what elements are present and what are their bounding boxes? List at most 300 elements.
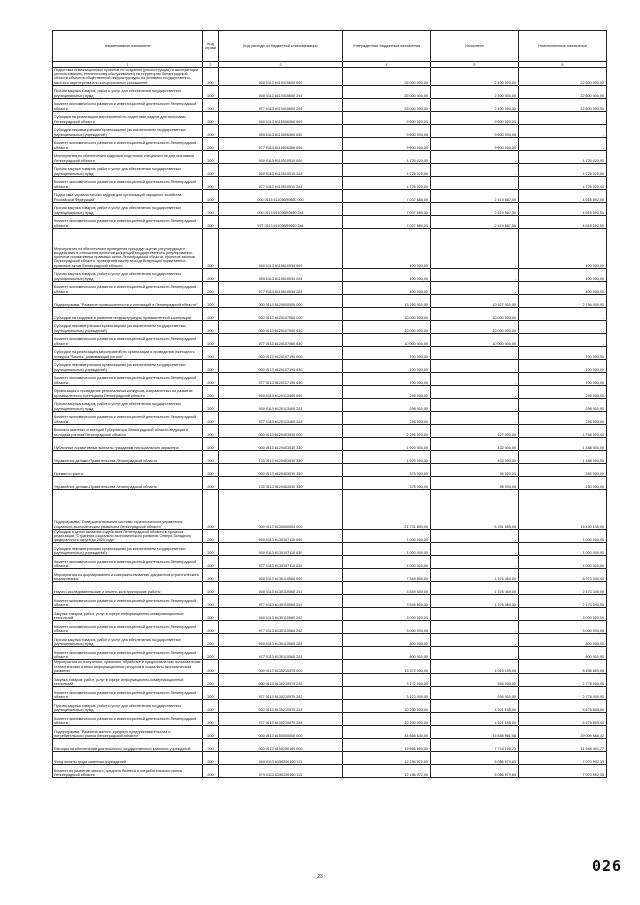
cell-name: Прочая закупка товаров, работ и услуг для обеспечения государственных (муниципальных) нужд [53,634,203,647]
cell-line-code: 200 [203,437,219,450]
cell-name: Подпрограмма "Развитие малого, среднего предпринимательства и потребительского рынка Ленинградской области" [53,726,203,739]
cell-name: Субсидии в целях оказания содействия Ленинградской области в процессе реализации "Стратегии социально-экономического развития Северо-Западного федерального округа до 2020 года" [53,529,203,543]
cell-approved: 298 000,00 [343,385,431,398]
cell-executed: 4 915 195,00 [431,660,519,674]
cell-budget-code: 977 0113 6130210570 242 [219,687,343,700]
table-row [53,150,607,163]
cell-line-code: 200 [203,202,219,215]
cell-unexecuted: 2 778 000,00 [519,674,607,687]
cell-approved: 12 156 972,00 [343,752,431,765]
budget-expenditure-table [52,30,607,778]
cell-line-code: 200 [203,489,219,529]
cell-executed: - [431,372,519,385]
cell-unexecuted: 29 009 668,42 [519,726,607,739]
cell-unexecuted: 15 430 145,00 [519,489,607,529]
cell-executed: - [431,621,519,634]
cell-approved: 10 000 000,00 [343,333,431,346]
cell-approved: 7 037 680,00 [343,202,431,215]
cell-name: Субсидии некоммерческим организациям (за исключением государственных (муниципальных) учреждений) [53,543,203,556]
cell-line-code: 200 [203,660,219,674]
cell-approved: 9 600 000,00 [343,111,431,124]
cell-budget-code: 133 0113 6120403030 330 [219,450,343,463]
table-row [53,346,607,359]
cell-approved: 3 000 000,00 [343,608,431,621]
cell-budget-code: 000 0113 6110506360 630 [219,124,343,137]
cell-line-code: 200 [203,176,219,189]
cell-executed: - [431,281,519,294]
cell-executed: 15 658 961,58 [431,726,519,739]
cell-line-code: 200 [203,68,219,86]
cell-budget-code: 977 0113 6110415600 244 [219,98,343,111]
cell-unexecuted: 1 768 000,00 [519,424,607,437]
cell-approved: 9 600 000,00 [343,124,431,137]
cell-approved: 375 000,00 [343,463,431,476]
cell-executed: 1 376 460,00 [431,595,519,608]
cell-name: Прочая закупка товаров, работ и услуг для обеспечения государственных (муниципальных) нужд [53,700,203,713]
cell-executed: 10 527 000,00 [431,294,519,307]
table-row [53,595,607,608]
cell-unexecuted: 1 000 000,00 [519,556,607,569]
table-row [53,398,607,411]
cell-approved: 7 349 800,00 [343,569,431,582]
cell-unexecuted: 800 000,00 [519,647,607,660]
cell-approved: 2 295 000,00 [343,424,431,437]
cell-unexecuted: 7 070 992,35 [519,765,607,778]
cell-budget-code: 977 0113 6110610530 244 [219,281,343,294]
header-executed: Исполнено [431,31,519,62]
cell-unexecuted: 1 488 000,00 [519,437,607,450]
cell-unexecuted: 280 000,00 [519,463,607,476]
cell-line-code: 200 [203,726,219,739]
table-row [53,765,607,778]
cell-name: Комитет экономического развития и инвестиционной деятельности Ленинградской области [53,281,203,294]
cell-executed: 1 376 460,00 [431,582,519,595]
cell-executed: - [431,359,519,372]
table-row [53,215,607,228]
cell-unexecuted: 3 000 000,00 [519,608,607,621]
cell-executed: 10 000 000,00 [431,307,519,320]
cell-unexecuted: - [519,124,607,137]
cell-executed: 5 086 979,65 [431,765,519,778]
cell-name: Мероприятия по обеспечению проведения процедур оценки регулирующего воздействия в отношении проектов концепций государственного регулирования, проектов нормативных правовых актов Ленинградской области, проектов законов Ленинградской области, проведения экспертизы действующих нормативных правовых актов Ленинградской области [53,228,203,268]
cell-executed: 2 400 000,00 [431,98,519,111]
cell-executed: 2 419 587,50 [431,189,519,202]
cell-executed: - [431,411,519,424]
cell-approved: 375 000,00 [343,476,431,489]
cell-executed: - [431,176,519,189]
cell-approved: 800 000,00 [343,634,431,647]
cell-name: Комитет по развитию малого, среднего бизнеса и потребительского рынка Ленинградской области [53,765,203,778]
cell-approved: 1 000 000,00 [343,543,431,556]
cell-approved: 4 725 020,00 [343,163,431,176]
table-row [53,543,607,556]
cell-line-code: 200 [203,320,219,333]
table-header-row [53,31,607,62]
cell-name: Субсидии на создание и развитие инфраструктуры промышленной кооперации [53,307,203,320]
cell-executed: - [431,268,519,281]
cell-unexecuted: 4 618 092,50 [519,189,607,202]
cell-budget-code: 000 0113 6130107110 630 [219,543,343,556]
cell-unexecuted: 22 600 000,00 [519,68,607,86]
cell-executed: 5 086 979,65 [431,752,519,765]
cell-unexecuted: 4 725 020,00 [519,163,607,176]
table-row [53,674,607,687]
cell-name: Публичные нормативные выплаты гражданам несоциального характера [53,437,203,450]
cell-approved: 700 000,00 [343,346,431,359]
cell-budget-code: 977 0113 6130210570 244 [219,713,343,726]
cell-executed: 2 419 587,50 [431,215,519,228]
cell-line-code: 200 [203,228,219,268]
cell-line-code: 200 [203,411,219,424]
cell-name: Комитет экономического развития и инвестиционной деятельности Ленинградской области [53,176,203,189]
table-row [53,489,607,529]
cell-name: Субсидия на реализацию мероприятий по подготовке кадров для экономики Ленинградской области [53,111,203,124]
cell-unexecuted: 298 000,00 [519,398,607,411]
cell-approved: 298 000,00 [343,398,431,411]
column-number: 2 [203,62,219,68]
cell-line-code: 200 [203,424,219,437]
table-row [53,424,607,437]
cell-executed: - [431,228,519,268]
column-number: 5 [431,62,519,68]
cell-approved: 44 668 630,00 [343,726,431,739]
table-row [53,281,607,294]
cell-approved: 4 725 020,00 [343,150,431,163]
cell-line-code: 200 [203,608,219,621]
cell-line-code: 200 [203,569,219,582]
column-number: 4 [343,62,431,68]
cell-executed: - [431,398,519,411]
cell-approved: 7 037 680,00 [343,189,431,202]
table-row [53,85,607,98]
cell-approved: 10 200 000,00 [343,713,431,726]
table-row [53,202,607,215]
table-body [53,68,607,778]
cell-name: Управление делами Правительства Ленинградской области [53,450,203,463]
table-row [53,437,607,450]
cell-budget-code: 000 0113 6120107060 630 [219,320,343,333]
cell-unexecuted: 1 000 000,00 [519,529,607,543]
table-row [53,372,607,385]
table-row [53,359,607,372]
cell-line-code: 200 [203,189,219,202]
table-row [53,569,607,582]
cell-budget-code: 000 0113 6130107110 000 [219,529,343,543]
cell-unexecuted: 8 456 805,00 [519,660,607,674]
budget-report-sheet [52,30,606,778]
table-row [53,333,607,346]
cell-line-code: 200 [203,98,219,111]
cell-unexecuted: 5 678 805,00 [519,700,607,713]
cell-budget-code: 000 0113 6120107060 000 [219,307,343,320]
table-row [53,529,607,543]
table-row [53,137,607,150]
table-row [53,608,607,621]
table-row [53,124,607,137]
cell-executed: 7 718 108,23 [431,739,519,752]
cell-budget-code: 000 0113 6130110560 000 [219,569,343,582]
cell-approved: 400 000,00 [343,268,431,281]
cell-approved: 1 920 000,00 [343,450,431,463]
cell-name: Комитет экономического развития и инвестиционной деятельности Ленинградской области [53,713,203,726]
cell-name: Расходы на обеспечение деятельности государственных казенных учреждений [53,739,203,752]
cell-executed: - [431,556,519,569]
cell-budget-code: 000 0113 611056R0660 000 [219,189,343,202]
table-row [53,634,607,647]
cell-approved: 3 172 000,00 [343,674,431,687]
cell-executed: - [431,346,519,359]
cell-approved: 400 000,00 [343,228,431,268]
cell-executed: - [431,634,519,647]
cell-executed: 4 521 195,00 [431,700,519,713]
cell-approved: 7 037 680,00 [343,215,431,228]
cell-budget-code: 000 0113 6120000000 000 [219,294,343,307]
cell-name: Мероприятия по формированию и совершенствованию документов стратегического планирования [53,569,203,582]
cell-budget-code: 000 0113 6150000000 000 [219,726,343,739]
cell-unexecuted: - [519,137,607,150]
cell-name: Комитет экономического развития и инвестиционной деятельности Ленинградской области [53,98,203,111]
column-number: 6 [519,62,607,68]
table-row [53,582,607,595]
cell-line-code: 200 [203,294,219,307]
cell-executed: - [431,529,519,543]
table-row [53,476,607,489]
cell-executed: - [431,385,519,398]
table-row [53,294,607,307]
cell-line-code: 200 [203,556,219,569]
cell-unexecuted: 4 618 092,50 [519,215,607,228]
table-row [53,320,607,333]
cell-approved: 9 600 000,00 [343,137,431,150]
cell-name: Подпрограмма "Развитие промышленности и инноваций в Ленинградской области" [53,294,203,307]
table-row [53,163,607,176]
table-row [53,726,607,739]
cell-name: Комитет экономического развития и инвестиционной деятельности Ленинградской области [53,333,203,346]
cell-line-code: 200 [203,476,219,489]
cell-unexecuted: - [519,333,607,346]
cell-name: Комитет экономического развития и инвестиционной деятельности Ленинградской области [53,411,203,424]
cell-budget-code: 000 0113 6130210570 242 [219,674,343,687]
cell-name: Подготовка инвестиционных проектов по созданию (реконструкции) и эксплуатации (использованию, техническому обслуживанию) на территории Ленинградской области объектов общественной инфраструктуры на условиях государственно-частного партнерства или концессионных соглашений [53,68,203,86]
cell-approved: 3 549 800,00 [343,582,431,595]
cell-name: Фонд оплаты труда казенных учреждений [53,752,203,765]
cell-unexecuted: - [519,111,607,124]
cell-line-code: 200 [203,450,219,463]
cell-executed: 10 000 000,00 [431,333,519,346]
cell-budget-code: 977 0113 6120113460 244 [219,411,343,424]
cell-executed: 2 400 000,00 [431,85,519,98]
cell-unexecuted: 22 600 000,00 [519,98,607,111]
cell-line-code: 200 [203,621,219,634]
table-row [53,700,607,713]
cell-line-code: 200 [203,346,219,359]
cell-name: Субсидии некоммерческим организациям (за исключением государственных (муниципальных) учреждений) [53,320,203,333]
cell-name: Прочая закупка товаров, работ и услуг для обеспечения государственных (муниципальных) нужд [53,85,203,98]
cell-budget-code: 000 0113 611056R0660 244 [219,202,343,215]
cell-budget-code: 977 0113 6130107110 630 [219,556,343,569]
header-approved: Утвержденные бюджетные назначения [343,31,431,62]
cell-name: Прочая закупка товаров, работ и услуг для обеспечения государственных (муниципальных) нужд [53,268,203,281]
cell-executed: 95 000,00 [431,463,519,476]
cell-line-code: 200 [203,398,219,411]
cell-unexecuted: 7 070 992,35 [519,752,607,765]
cell-name: Научно-исследовательские и опытно-конструкторские работы [53,582,203,595]
cell-name: Прочая закупка товаров, работ и услуг для обеспечения государственных (муниципальных) нужд [53,163,203,176]
cell-executed: 2 419 587,50 [431,202,519,215]
cell-name: Субсидии некоммерческим организациям (за исключением государственных (муниципальных) учреждений) [53,124,203,137]
header-budget-code: Код расхода по бюджетной классификации [219,31,343,62]
cell-budget-code: 000 0113 6110610530 244 [219,268,343,281]
cell-unexecuted: 2 778 000,00 [519,687,607,700]
cell-name: Закупка товаров, работ, услуг в сфере информационно-коммуникационных технологий [53,608,203,621]
cell-approved: 4 725 020,00 [343,176,431,189]
cell-line-code: 200 [203,372,219,385]
cell-budget-code: 000 0113 6150200160 111 [219,752,343,765]
cell-unexecuted: 22 600 000,00 [519,85,607,98]
table-row [53,556,607,569]
cell-line-code: 200 [203,674,219,687]
header-line-code: Код строки [203,31,219,62]
cell-name: Подготовка управленческих кадров для организаций народного хозяйства Российской Федерации [53,189,203,202]
cell-name: Подпрограмма "Совершенствование системы стратегического управления социально-экономическим развитием Ленинградской области" [53,489,203,529]
cell-line-code: 200 [203,595,219,608]
cell-unexecuted: 298 000,00 [519,411,607,424]
cell-unexecuted: 400 000,00 [519,268,607,281]
column-number: 1 [53,62,203,68]
cell-approved: 21 721 800,00 [343,489,431,529]
cell-approved: 400 000,00 [343,281,431,294]
header-name: Наименование показателя [53,31,203,62]
cell-budget-code: 977 0113 6120107060 630 [219,333,343,346]
cell-executed: 10 000 000,00 [431,320,519,333]
cell-unexecuted: 4 618 092,50 [519,202,607,215]
cell-approved: 13 372 000,00 [343,660,431,674]
cell-executed: - [431,163,519,176]
cell-unexecuted: 1 488 000,00 [519,450,607,463]
cell-budget-code: 133 0113 6120403030 350 [219,476,343,489]
cell-name: Мероприятия по получению, хранению, обработке и предоставлению пользователям статистических и иных информационных ресурсов в социально-экономическом развитии [53,660,203,674]
cell-unexecuted: 400 000,00 [519,228,607,268]
cell-budget-code: 000 0113 6120403030 330 [219,437,343,450]
cell-approved: 3 549 800,00 [343,595,431,608]
table-row [53,111,607,124]
cell-name: Выплата именных стипендий Губернатора Ленинградской области ведущим и молодым ученым Ленинградской области [53,424,203,437]
cell-approved: 1 000 000,00 [343,556,431,569]
cell-unexecuted: 4 725 020,00 [519,176,607,189]
cell-executed: 432 000,00 [431,450,519,463]
column-number: 3 [219,62,343,68]
cell-approved: 25 000 000,00 [343,85,431,98]
cell-budget-code: 000 0113 6110510510 000 [219,150,343,163]
cell-budget-code: 000 0113 6120113460 000 [219,385,343,398]
cell-unexecuted: 11 948 491,77 [519,739,607,752]
cell-unexecuted: 800 000,00 [519,634,607,647]
cell-budget-code: 000 0113 6130000000 000 [219,489,343,529]
cell-approved: 19 666 600,00 [343,739,431,752]
cell-executed: 394 000,00 [431,674,519,687]
cell-unexecuted: 1 000 000,00 [519,543,607,556]
cell-name: Субсидии некоммерческим организациям (за исключением государственных (муниципальных) учреждений) [53,359,203,372]
cell-line-code: 200 [203,687,219,700]
cell-unexecuted: 5 678 805,00 [519,713,607,726]
cell-name: Комитет экономического развития и инвестиционной деятельности Ленинградской области [53,137,203,150]
cell-line-code: 200 [203,281,219,294]
cell-executed: - [431,608,519,621]
cell-name: Управление делами Правительства Ленинградской области [53,476,203,489]
table-row [53,176,607,189]
cell-name: Комитет экономического развития и инвестиционной деятельности Ленинградской области [53,687,203,700]
cell-budget-code: 977 0113 6130110560 244 [219,647,343,660]
table-row [53,647,607,660]
cell-executed: 394 000,00 [431,687,519,700]
cell-budget-code: 000 0113 6110610530 000 [219,228,343,268]
table-row [53,739,607,752]
table-row [53,621,607,634]
sheet-stamp-number: 026 [592,857,623,875]
table-row [53,463,607,476]
cell-approved: 1 920 000,00 [343,437,431,450]
cell-budget-code: 000 0113 6130110560 242 [219,608,343,621]
cell-approved: 10 000 000,00 [343,320,431,333]
cell-budget-code: 000 0113 6120113460 244 [219,398,343,411]
cell-line-code: 200 [203,111,219,124]
cell-unexecuted: 5 973 340,00 [519,569,607,582]
cell-approved: 25 000 000,00 [343,98,431,111]
cell-line-code: 200 [203,739,219,752]
cell-unexecuted: 400 000,00 [519,281,607,294]
cell-line-code: 200 [203,765,219,778]
cell-approved: 12 156 972,00 [343,765,431,778]
cell-unexecuted: 4 725 020,00 [519,150,607,163]
cell-name: Комитет экономического развития и инвестиционной деятельности Ленинградской области [53,621,203,634]
header-unexecuted: Неисполненные назначения [519,31,607,62]
cell-line-code: 200 [203,85,219,98]
cell-budget-code: 977 0113 6110510510 244 [219,176,343,189]
cell-budget-code: 000 0113 6130110560 244 [219,634,343,647]
cell-budget-code: 000 0113 6130210570 000 [219,660,343,674]
cell-name: Закупка товаров, работ, услуг в сфере информационно-коммуникационных технологий [53,674,203,687]
cell-approved: 700 000,00 [343,372,431,385]
cell-unexecuted: - [519,320,607,333]
cell-name: Комитет экономического развития и инвестиционной деятельности Ленинградской области [53,215,203,228]
table-row [53,307,607,320]
cell-budget-code: 000 0113 6110506360 000 [219,111,343,124]
cell-name: Премии и гранты [53,463,203,476]
cell-approved: 700 000,00 [343,359,431,372]
cell-line-code: 200 [203,647,219,660]
cell-line-code: 200 [203,582,219,595]
cell-line-code: 200 [203,268,219,281]
cell-budget-code: 000 0113 6110510510 244 [219,163,343,176]
cell-line-code: 200 [203,150,219,163]
cell-name: Комитет экономического развития и инвестиционной деятельности Ленинградской области [53,556,203,569]
cell-budget-code: 977 0113 6130110560 242 [219,621,343,634]
cell-line-code: 200 [203,215,219,228]
cell-line-code: 200 [203,163,219,176]
cell-name: Субсидии на реализацию мероприятий по организации и проведению ежегодного конкурса "Бизнес, развивающий регион" [53,346,203,359]
cell-line-code: 200 [203,634,219,647]
cell-name: Прочая закупка товаров, работ и услуг для обеспечения государственных (муниципальных) нужд [53,202,203,215]
cell-executed: - [431,543,519,556]
cell-executed: 9 600 000,00 [431,124,519,137]
cell-approved: 3 172 000,00 [343,687,431,700]
cell-unexecuted: - [519,307,607,320]
cell-line-code: 200 [203,124,219,137]
table-row [53,189,607,202]
cell-approved: 25 000 000,00 [343,68,431,86]
cell-budget-code: 000 0113 6120107190 630 [219,359,343,372]
page-number: 23 [317,874,323,880]
